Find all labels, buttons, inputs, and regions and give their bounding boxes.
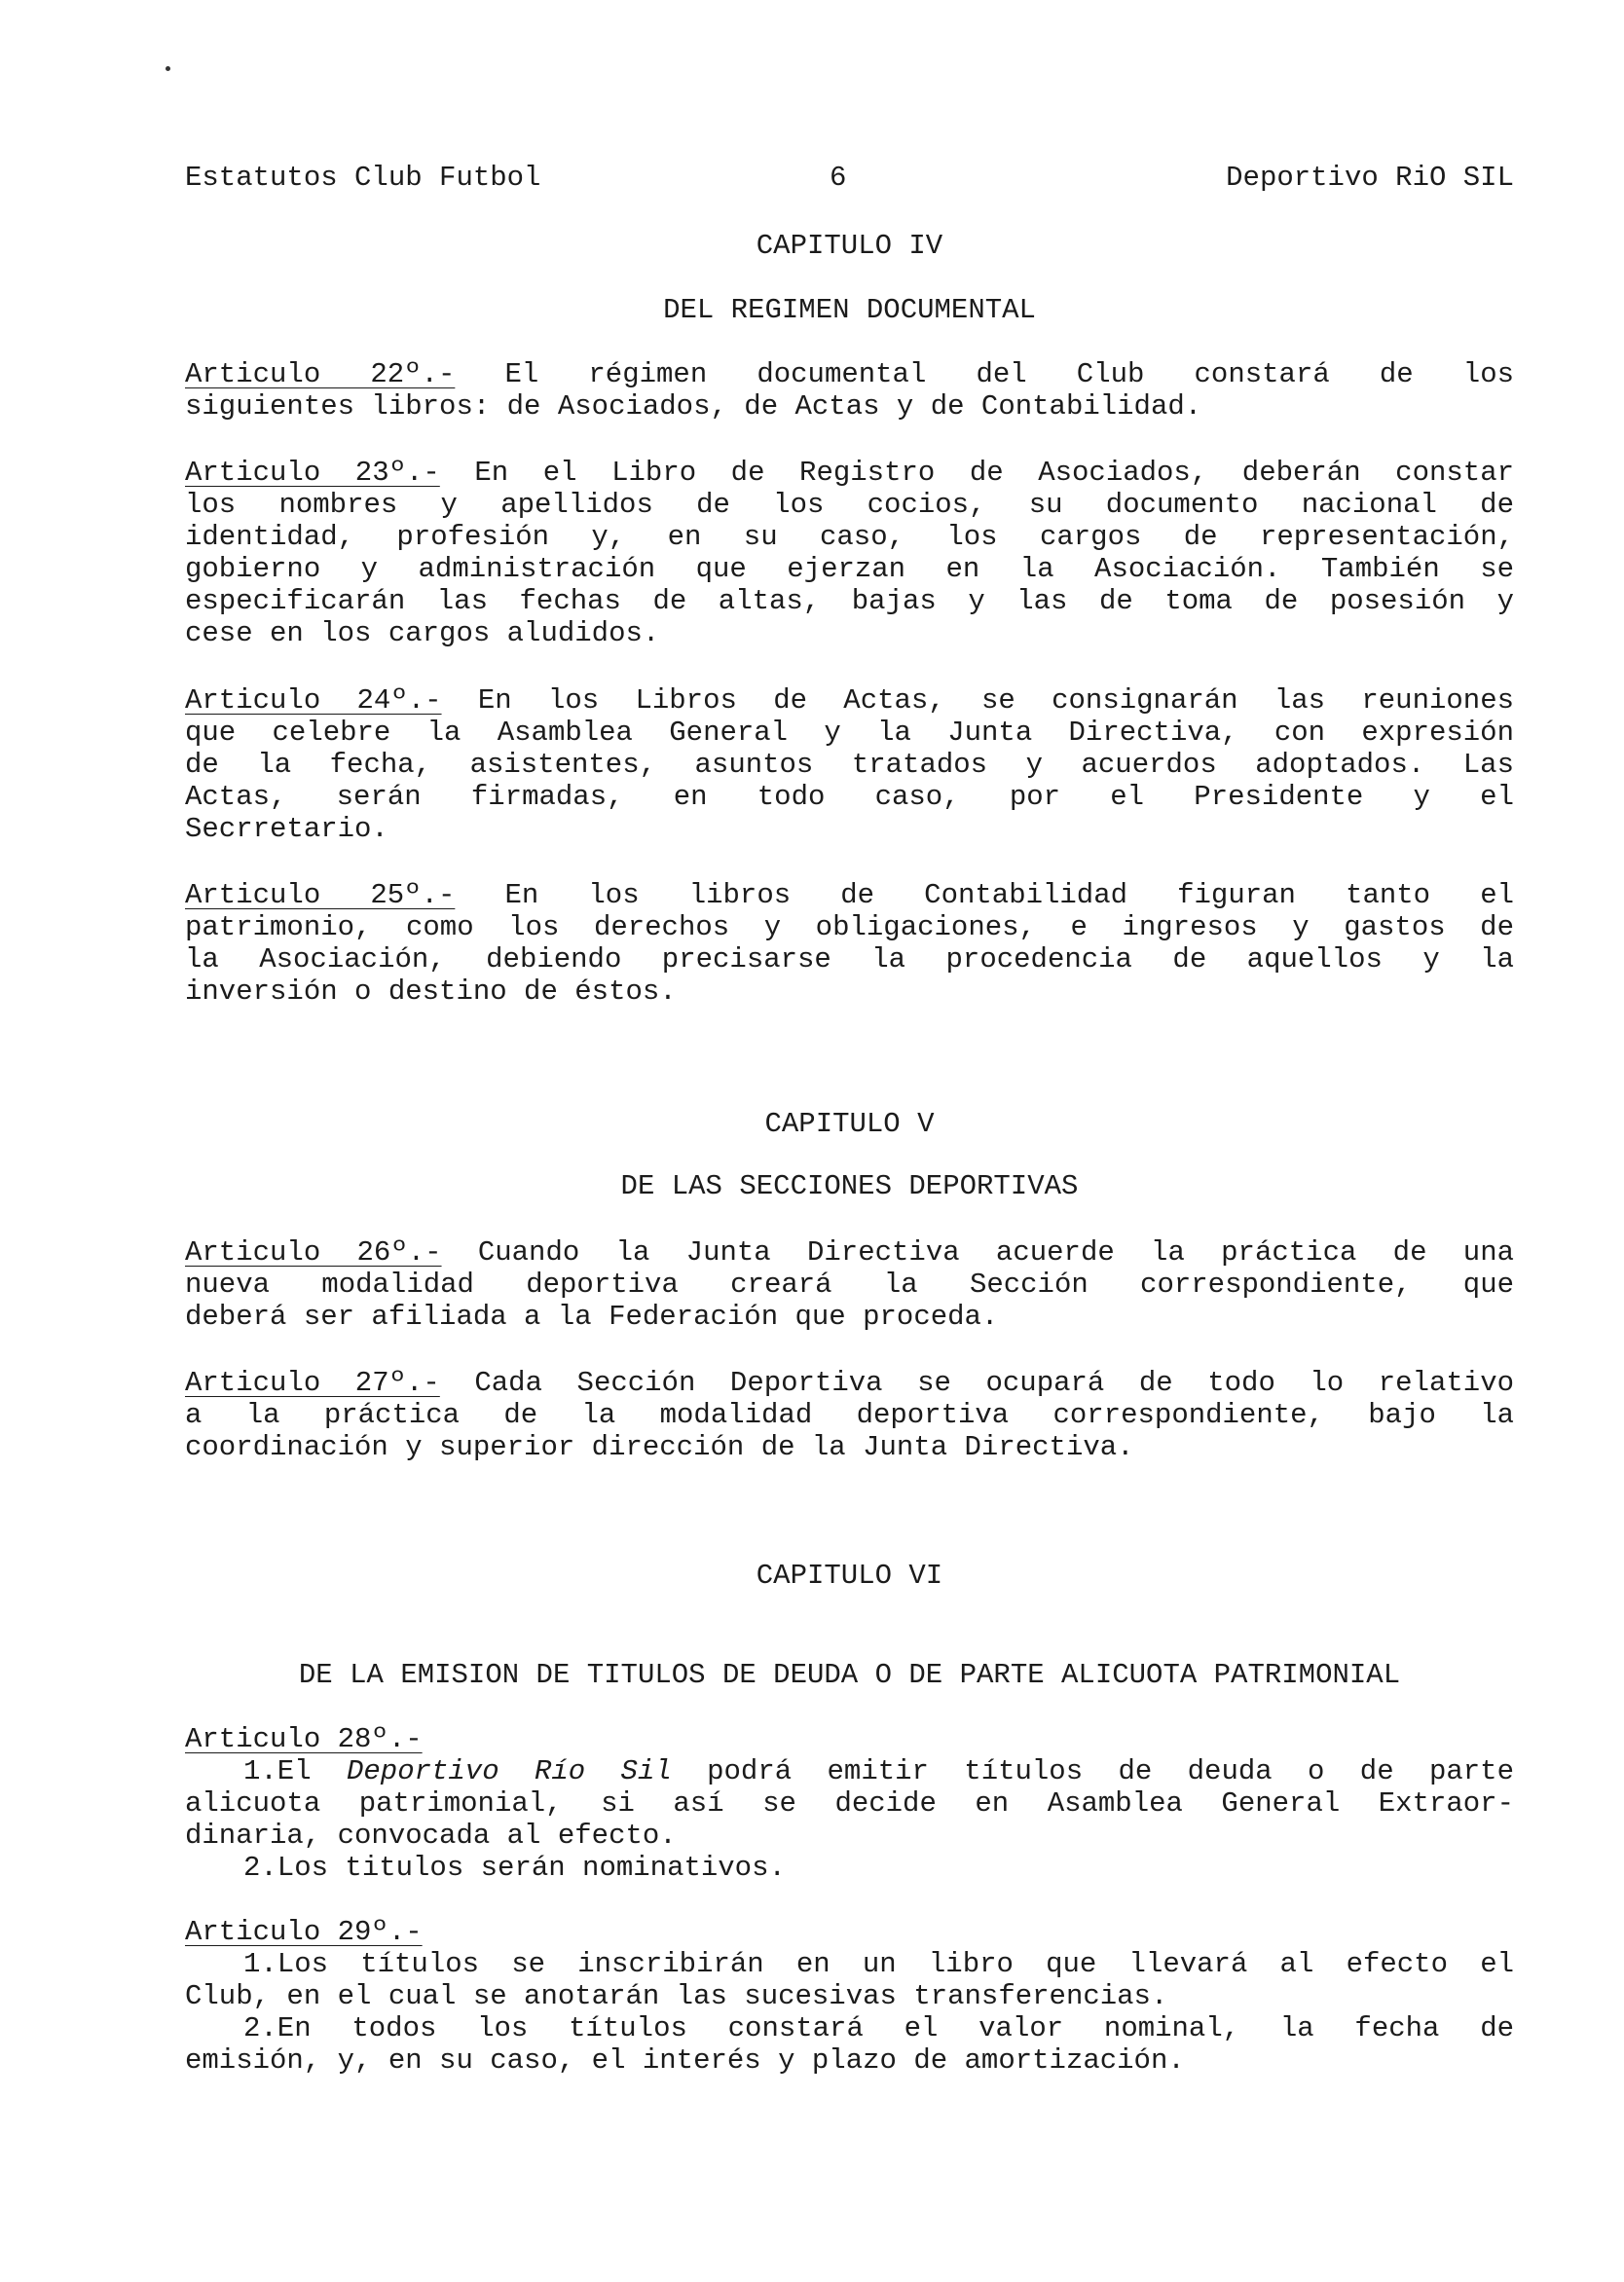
- article-23: [185, 457, 1514, 649]
- article-25-label: Articulo 25º.-: [185, 879, 456, 911]
- article-23-text: gobierno y administración que ejerzan en la Asociación. También se: [185, 553, 1514, 585]
- article-28-text: dinaria, convocada al efecto.: [185, 1820, 677, 1852]
- article-23-text: cese en los cargos aludidos.: [185, 617, 660, 649]
- article-23-label: Articulo 23º.-: [185, 457, 440, 489]
- article-28-text: 1.El: [243, 1755, 347, 1787]
- article-26-text: nueva modalidad deportiva creará la Sección correspondiente, que: [185, 1269, 1514, 1301]
- article-23-text: especificarán las fechas de altas, bajas y las de toma de posesión y: [185, 585, 1514, 617]
- article-26-text: deberá ser afiliada a la Federación que proceda.: [185, 1301, 999, 1333]
- article-25-text: patrimonio, como los derechos y obligaciones, e ingresos y gastos de: [185, 911, 1514, 943]
- chapter-5-title: CAPITULO V: [764, 1108, 935, 1140]
- article-24-text: Actas, serán firmadas, en todo caso, por el Presidente y el: [185, 781, 1514, 813]
- article-23-text: los nombres y apellidos de los cocios, su documento nacional de: [185, 489, 1514, 521]
- article-22-text: siguientes libros: de Asociados, de Actas y de Contabilidad.: [185, 390, 1202, 423]
- chapter-4-title: CAPITULO IV: [756, 230, 943, 262]
- article-29-text: 1.Los títulos se inscribirán en un libro que llevará al efecto el: [243, 1948, 1514, 1980]
- chapter-5-subtitle: DE LAS SECCIONES DEPORTIVAS: [620, 1170, 1079, 1202]
- article-25-text: la Asociación, debiendo precisarse la procedencia de aquellos y la: [185, 943, 1514, 975]
- article-26: [185, 1236, 1514, 1333]
- article-25: [185, 879, 1514, 1008]
- article-23-text: En el Libro de Registro de Asociados, deberán constar: [439, 457, 1514, 489]
- header-page-number: 6: [830, 162, 847, 194]
- article-27-text: Cada Sección Deportiva se ocupará de todo lo relativo: [439, 1367, 1514, 1399]
- header-club-name: Deportivo RiO SIL: [1226, 162, 1514, 194]
- club-name-italic: Deportivo Río Sil: [346, 1755, 672, 1787]
- scan-speck: [166, 66, 170, 71]
- article-22: [185, 358, 1514, 423]
- article-27: [185, 1367, 1514, 1463]
- article-22-text: El régimen documental del Club constará de los: [455, 358, 1515, 390]
- article-29: [185, 1916, 1514, 2077]
- article-29-text: emisión, y, en su caso, el interés y plazo de amortización.: [185, 2044, 1185, 2077]
- article-27-label: Articulo 27º.-: [185, 1367, 440, 1399]
- article-26-label: Articulo 26º.-: [185, 1236, 442, 1269]
- article-24: [185, 684, 1514, 845]
- article-23-text: identidad, profesión y, en su caso, los cargos de representación,: [185, 521, 1514, 553]
- article-27-text: coordinación y superior dirección de la Junta Directiva.: [185, 1431, 1134, 1463]
- article-29-label: Articulo 29º.-: [185, 1916, 423, 1948]
- article-26-text: Cuando la Junta Directiva acuerde la práctica de una: [441, 1236, 1514, 1269]
- article-28-text: 2.Los titulos serán nominativos.: [243, 1852, 786, 1884]
- article-27-text: a la práctica de la modalidad deportiva correspondiente, bajo la: [185, 1399, 1514, 1431]
- article-24-text: En los Libros de Actas, se consignarán las reuniones: [441, 684, 1514, 717]
- article-25-text: En los libros de Contabilidad figuran tanto el: [455, 879, 1515, 911]
- article-22-label: Articulo 22º.-: [185, 358, 456, 390]
- article-29-text: Club, en el cual se anotarán las sucesivas transferencias.: [185, 1980, 1168, 2012]
- article-28-text: podrá emitir títulos de deuda o de parte: [671, 1755, 1514, 1787]
- article-28-text: alicuota patrimonial, si así se decide en Asamblea General Extraor-: [185, 1787, 1514, 1820]
- article-25-text: inversión o destino de éstos.: [185, 975, 677, 1008]
- page-header: [185, 162, 1514, 201]
- chapter-4-subtitle: DEL REGIMEN DOCUMENTAL: [663, 294, 1036, 326]
- chapter-6-title: CAPITULO VI: [756, 1560, 943, 1592]
- article-24-label: Articulo 24º.-: [185, 684, 442, 717]
- article-28-label: Articulo 28º.-: [185, 1723, 423, 1755]
- article-24-text: de la fecha, asistentes, asuntos tratados y acuerdos adoptados. Las: [185, 749, 1514, 781]
- article-29-text: 2.En todos los títulos constará el valor nominal, la fecha de: [243, 2012, 1514, 2044]
- article-24-text: Secrretario.: [185, 813, 388, 845]
- article-24-text: que celebre la Asamblea General y la Junta Directiva, con expresión: [185, 717, 1514, 749]
- chapter-6-subtitle: DE LA EMISION DE TITULOS DE DEUDA O DE PARTE ALICUOTA PATRIMONIAL: [298, 1659, 1401, 1691]
- article-28: [185, 1723, 1514, 1884]
- header-document-title: Estatutos Club Futbol: [185, 162, 541, 194]
